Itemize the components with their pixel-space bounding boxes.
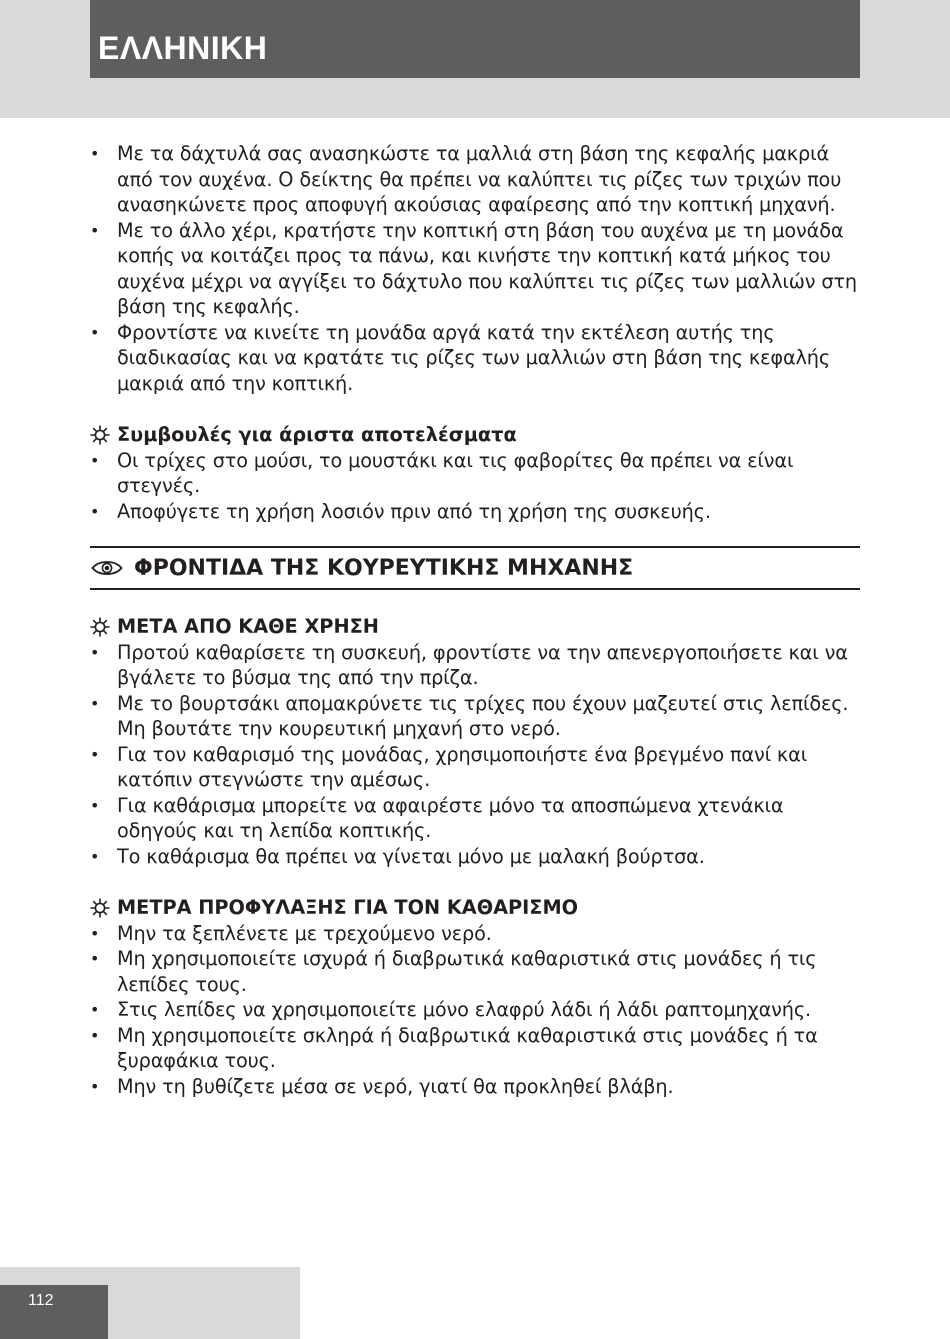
list-item: • Προτού καθαρίσετε τη συσκευή, φροντίστε να την απενεργοποιήσετε και να βγάλετε το βύσμα της από την πρίζα. <box>90 640 860 691</box>
list-item: • Με το βουρτσάκι απομακρύνετε τις τρίχες που έχουν μαζευτεί στις λεπίδες. Μη βουτάτε την κουρευτική μηχανή στο νερό. <box>90 691 860 742</box>
precautions-heading <box>90 895 860 921</box>
language-title: ΕΛΛΗΝΙΚΗ <box>98 30 268 66</box>
language-bar <box>90 0 860 78</box>
after-use-title: ΜΕΤΑ ΑΠΟ ΚΑΘΕ ΧΡΗΣΗ <box>117 615 379 638</box>
list-item: • Με τα δάχτυλά σας ανασηκώστε τα μαλλιά στη βάση της κεφαλής μακριά από τον αυχένα. Ο δείκτης θα πρέπει να καλύπτει τις ρίζες των τριχών που ανασηκώνετε προς αποφυγή ακούσιας αφαίρεσης από την κοπτική μηχανή. <box>90 141 860 218</box>
tips-heading <box>90 422 860 448</box>
list-item: • Αποφύγετε τη χρήση λοσιόν πριν από τη χρήση της συσκευής. <box>90 499 860 525</box>
precautions-title: ΜΕΤΡΑ ΠΡΟΦΥΛΑΞΗΣ ΓΙΑ ΤΟΝ ΚΑΘΑΡΙΣΜΟ <box>117 896 579 919</box>
care-section-title: ΦΡΟΝΤΙΔΑ ΤΗΣ ΚΟΥΡΕΥΤΙΚΗΣ ΜΗΧΑΝΗΣ <box>134 555 634 581</box>
list-item: • Για καθάρισμα μπορείτε να αφαιρέστε μόνο τα αποσπώμενα χτενάκια οδηγούς και τη λεπίδα κοπτικής. <box>90 793 860 844</box>
care-section-heading <box>90 546 860 590</box>
sun-icon <box>90 617 110 637</box>
after-use-heading <box>90 614 860 640</box>
tips-list <box>90 448 860 525</box>
page-number-box <box>0 1285 108 1339</box>
page-content <box>90 141 860 1099</box>
tips-title: Συμβουλές για άριστα αποτελέσματα <box>117 423 517 446</box>
list-item: • Μη χρησιμοποιείτε ισχυρά ή διαβρωτικά καθαριστικά στις μονάδες ή τις λεπίδες τους. <box>90 946 860 997</box>
intro-list <box>90 141 860 396</box>
list-item: • Μην τα ξεπλένετε με τρεχούμενο νερό. <box>90 921 860 947</box>
list-item: • Φροντίστε να κινείτε τη μονάδα αργά κατά την εκτέλεση αυτής της διαδικασίας και να κρατάτε τις ρίζες των μαλλιών στη βάση της κεφαλής μακριά από την κοπτική. <box>90 320 860 397</box>
after-use-list <box>90 640 860 870</box>
list-item: • Οι τρίχες στο μούσι, το μουστάκι και τις φαβορίτες θα πρέπει να είναι στεγνές. <box>90 448 860 499</box>
list-item: • Με το άλλο χέρι, κρατήστε την κοπτική στη βάση του αυχένα με τη μονάδα κοπής να κοιτάζει προς τα πάνω, και κινήστε την κοπτική κατά μήκος του αυχένα μέχρι να αγγίξει το δάχτυλο που καλύπτει τις ρίζες των μαλλιών στη βάση της κεφαλής. <box>90 218 860 320</box>
list-item: • Μην τη βυθίζετε μέσα σε νερό, γιατί θα προκληθεί βλάβη. <box>90 1074 860 1100</box>
sun-icon <box>90 898 110 918</box>
list-item: • Στις λεπίδες να χρησιμοποιείτε μόνο ελαφρύ λάδι ή λάδι ραπτομηχανής. <box>90 997 860 1023</box>
eye-icon <box>91 559 123 577</box>
page-number: 112 <box>28 1292 54 1309</box>
list-item: • Μη χρησιμοποιείτε σκληρά ή διαβρωτικά καθαριστικά στις μονάδες ή τα ξυραφάκια τους. <box>90 1023 860 1074</box>
list-item: • Για τον καθαρισμό της μονάδας, χρησιμοποιήστε ένα βρεγμένο πανί και κατόπιν στεγνώστε την αμέσως. <box>90 742 860 793</box>
sun-icon <box>90 425 110 445</box>
precautions-list <box>90 921 860 1100</box>
list-item: • Το καθάρισμα θα πρέπει να γίνεται μόνο με μαλακή βούρτσα. <box>90 844 860 870</box>
